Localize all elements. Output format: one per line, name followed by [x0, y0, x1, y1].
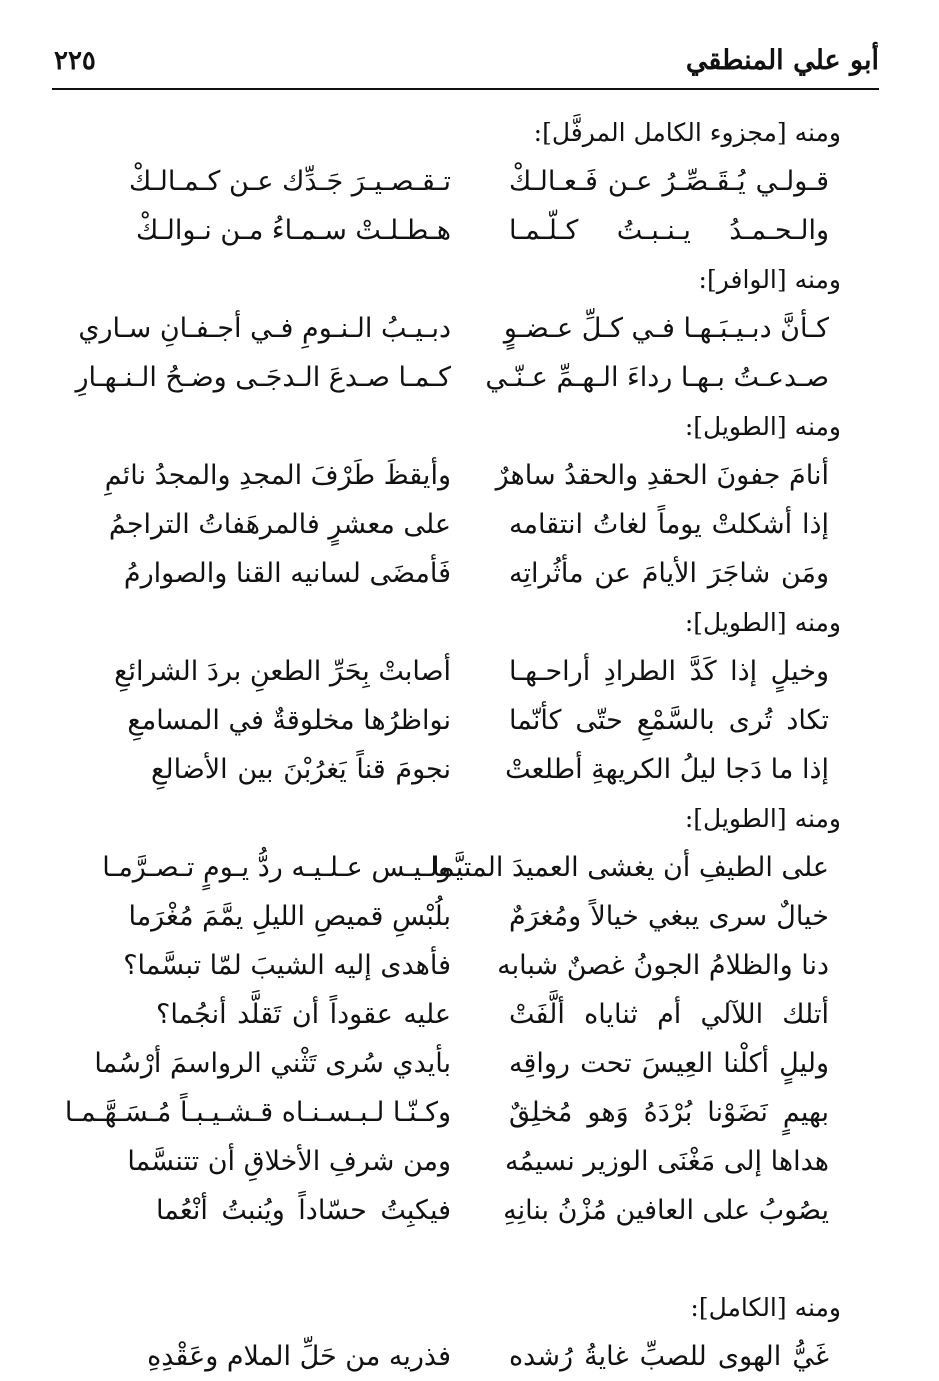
verse-line [70, 549, 881, 598]
verse-first-hemistich: ومَن شاجَرَ الأيامَ عن مأثُراتِه [509, 558, 829, 589]
verse-second-hemistich: فَأمضَى لسانيه القنا والصوارمُ [123, 558, 451, 589]
verse-second-hemistich: نجومَ قناً يَغرُبْنَ بين الأضالعِ [151, 754, 451, 785]
verse-second-hemistich: ولـيـس عـلـيـه ردُّ يـومٍ تـصـرَّمـا [102, 852, 451, 883]
verse-first-hemistich: تكاد تُرى بالسَّمْعِ حتّى كأنّما [509, 705, 829, 736]
verse-second-hemistich: نواظرُها مخلوقةٌ في المسامعِ [127, 705, 451, 736]
verse-second-hemistich: بأيدي سُرى تَثْني الرواسمَ أرْسُما [94, 1048, 451, 1079]
page-header [52, 44, 879, 90]
section-heading: ومنه [الطويل]: [684, 608, 841, 637]
verse-line [70, 157, 881, 206]
verse-line [70, 1137, 881, 1186]
verse-first-hemistich: دنا والظلامُ الجونُ غصنٌ شبابه [497, 950, 829, 981]
section-heading: ومنه [الوافر]: [698, 265, 841, 294]
verse-line [70, 451, 881, 500]
verse-second-hemistich: وكـنّـا لـبـسـنـاه قـشـيـبـاً مُـسَـهَّـمـا [64, 1097, 451, 1128]
verse-second-hemistich: فذريه من حَلِّ الملام وعَقْدِهِ [147, 1341, 451, 1372]
verse-first-hemistich: وخيلٍ إذا كَدَّ الطرادِ أراحـهـا [509, 656, 829, 687]
verse-first-hemistich: إذا ما دَجا ليلُ الكريهةِ أطلعتْ [505, 754, 829, 785]
verse-second-hemistich: كـمـا صـدعَ الـدجَـى وضـحُ الـنـهـارِ [75, 362, 451, 393]
verse-first-hemistich: أتلك اللآلي أم ثناياه ألَّفَتْ [509, 999, 829, 1030]
verse-line [70, 1186, 881, 1235]
verse-first-hemistich: كـأنَّ دبـيـبَـهـا فـي كـلِّ عـضـوٍ [503, 313, 829, 344]
verse-line [70, 843, 881, 892]
section-heading: ومنه [الطويل]: [684, 804, 841, 833]
verse-second-hemistich: عليه عقوداً أن تَقلَّد أنجُما؟ [156, 999, 451, 1030]
verse-line [70, 647, 881, 696]
verse-line [70, 745, 881, 794]
section-heading: ومنه [مجزوء الكامل المرفَّل]: [533, 118, 841, 147]
section-heading: ومنه [الكامل]: [690, 1293, 841, 1322]
verse-second-hemistich: وأيقظَ طَرْفَ المجدِ والمجدُ نائمِ [104, 460, 451, 491]
verse-line [70, 696, 881, 745]
verse-first-hemistich: بهيمٍ نَضَوْنا بُرْدَهُ وَهو مُخلِقٌ [509, 1097, 829, 1128]
verse-second-hemistich: ومن شرفِ الأخلاقِ أن تتنسَّما [127, 1146, 451, 1177]
verse-first-hemistich: هداها إلى مَغْنَى الوزير نسيمُه [504, 1146, 829, 1177]
verse-line [70, 304, 881, 353]
verse-first-hemistich: خيالٌ سرى يبغي خيالاً ومُغرَمٌ [509, 901, 829, 932]
verse-first-hemistich: صـدعـتُ بـهـا رداءَ الـهـمِّ عـنّـي [485, 362, 829, 393]
verse-line [70, 1332, 881, 1381]
verse-first-hemistich: على الطيفِ أن يغشى العميدَ المتيَّما [431, 852, 829, 883]
verse-second-hemistich: تـقـصـيـرَ جَـدِّك عـن كـمـالـكْ [128, 166, 451, 197]
verse-line [64, 1088, 881, 1137]
verse-line [70, 892, 881, 941]
page-number: ٢٢٥ [54, 46, 96, 76]
verse-first-hemistich: يصُوبُ على العافين مُزْنُ بنانِهِ [503, 1195, 829, 1226]
verse-line [70, 206, 881, 255]
running-title: أبو علي المنطقي [685, 45, 879, 76]
verse-first-hemistich: وليلٍ أكلْنا العِيسَ تحت رواقِه [509, 1048, 829, 1079]
verse-second-hemistich: فيكبِتُ حسّاداً ويُنبتُ أنْعُما [156, 1195, 451, 1226]
verse-second-hemistich: فأهدى إليه الشيبَ لمّا تبسَّما؟ [123, 950, 451, 981]
verse-line [70, 941, 881, 990]
verse-second-hemistich: هـطـلـتْ سـمـاءُ مـن نـوالـكْ [136, 215, 451, 246]
verse-second-hemistich: على معشرٍ فالمرهَفاتُ التراجمُ [108, 509, 451, 540]
verse-line [70, 1039, 881, 1088]
verse-line [70, 353, 881, 402]
verse-second-hemistich: أصابتْ بِحَرِّ الطعنِ بردَ الشرائعِ [114, 656, 451, 687]
verse-first-hemistich: غَيُّ الهوى للصبِّ غايةُ رُشده [509, 1341, 829, 1372]
verse-line [70, 500, 881, 549]
verse-first-hemistich: أنامَ جفونَ الحقدِ والحقدُ ساهرٌ [495, 460, 829, 491]
verse-line [70, 990, 881, 1039]
poem-content [64, 108, 881, 1381]
verse-first-hemistich: والـحـمـدُ يـنـبـتُ كـلّـمـا [509, 215, 829, 246]
verse-second-hemistich: دبـيـبُ الـنـومِ فـي أجـفـانِ سـاري [78, 313, 451, 344]
section-heading: ومنه [الطويل]: [684, 412, 841, 441]
verse-second-hemistich: بلُبْسِ قميصِ الليلِ يمَّمَ مُغْرَما [128, 901, 451, 932]
verse-first-hemistich: قـولـي يُـقَـصِّـرُ عـن فَـعـالـكْ [509, 166, 829, 197]
verse-first-hemistich: إذا أشكلتْ يوماً لغاتُ انتقامه [509, 509, 829, 540]
